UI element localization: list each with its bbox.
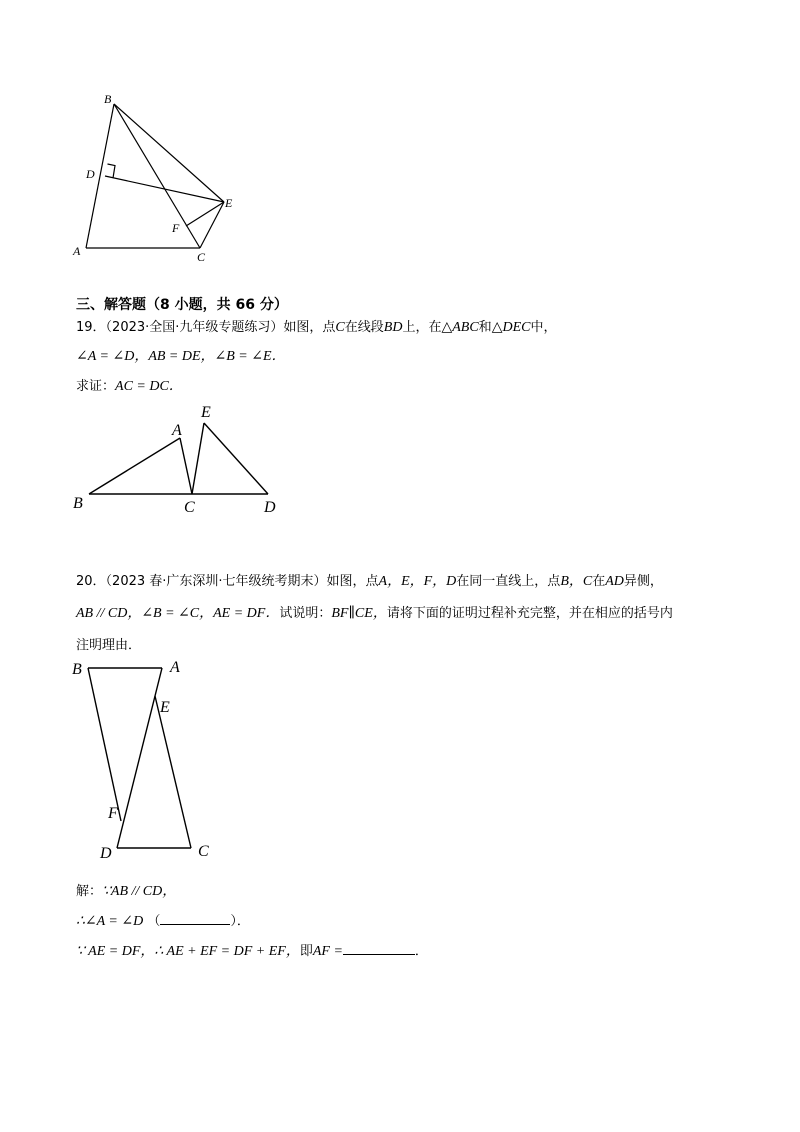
segment-ba xyxy=(89,438,180,494)
segment-ed xyxy=(204,423,268,494)
q20-line1: 20．（2023 春·广东深圳·七年级统考期末）如图，点A，E，F，D在同一直线上，点B，C在AD异侧， xyxy=(76,574,663,589)
label-a: A xyxy=(172,422,182,439)
figure-q19 xyxy=(60,395,300,520)
segment-bc xyxy=(114,104,200,248)
label-b: B xyxy=(73,495,83,512)
segment-ad xyxy=(117,668,162,848)
segment-bf xyxy=(88,668,121,821)
label-c: C xyxy=(184,499,195,516)
section-title: 三、解答题（8 小题，共 66 分） xyxy=(76,297,288,313)
q19-line3: 求证：AC = DC． xyxy=(76,379,183,394)
q20-line3: 注明理由． xyxy=(76,638,142,653)
label-e: E xyxy=(201,404,211,421)
label-f: F xyxy=(108,805,118,822)
label-a: A xyxy=(170,659,180,676)
q19-line1: 19．（2023·全国·九年级专题练习）如图，点C在线段BD上，在△ABC和△DEC中， xyxy=(76,320,557,335)
label-a: A xyxy=(73,244,81,258)
label-e: E xyxy=(225,196,233,210)
label-d: D xyxy=(100,845,112,862)
label-b: B xyxy=(104,92,112,106)
label-e: E xyxy=(160,699,170,716)
answer-blank-af[interactable] xyxy=(343,942,415,955)
label-b: B xyxy=(72,661,82,678)
answer-blank-reason[interactable] xyxy=(160,912,230,925)
label-f: F xyxy=(172,221,180,235)
q20-solution-line2: ∴∠A = ∠D （ ）． xyxy=(76,914,250,929)
segment-ac xyxy=(180,438,192,494)
label-d: D xyxy=(264,499,276,516)
label-c: C xyxy=(197,250,206,264)
q20-solution-line1: 解：∵AB // CD， xyxy=(76,884,177,899)
q19-line2: ∠A = ∠D，AB = DE，∠B = ∠E． xyxy=(76,349,286,364)
figure-quadrilateral xyxy=(60,90,260,270)
figure-q20 xyxy=(60,650,240,870)
segment-de xyxy=(105,176,224,202)
segment-ec xyxy=(155,696,191,848)
segment-ce xyxy=(192,423,204,494)
q20-solution-line3: ∵ AE = DF，∴ AE + EF = DF + EF，即AF = ． xyxy=(76,944,428,959)
segment-be xyxy=(114,104,224,202)
label-d: D xyxy=(86,167,95,181)
right-angle-mark xyxy=(108,164,116,178)
label-c: C xyxy=(198,843,209,860)
q20-line2: AB // CD，∠B = ∠C，AE = DF．试说明：BF∥CE，请将下面的证明过程补充完整，并在相应的括号内 xyxy=(76,606,673,621)
